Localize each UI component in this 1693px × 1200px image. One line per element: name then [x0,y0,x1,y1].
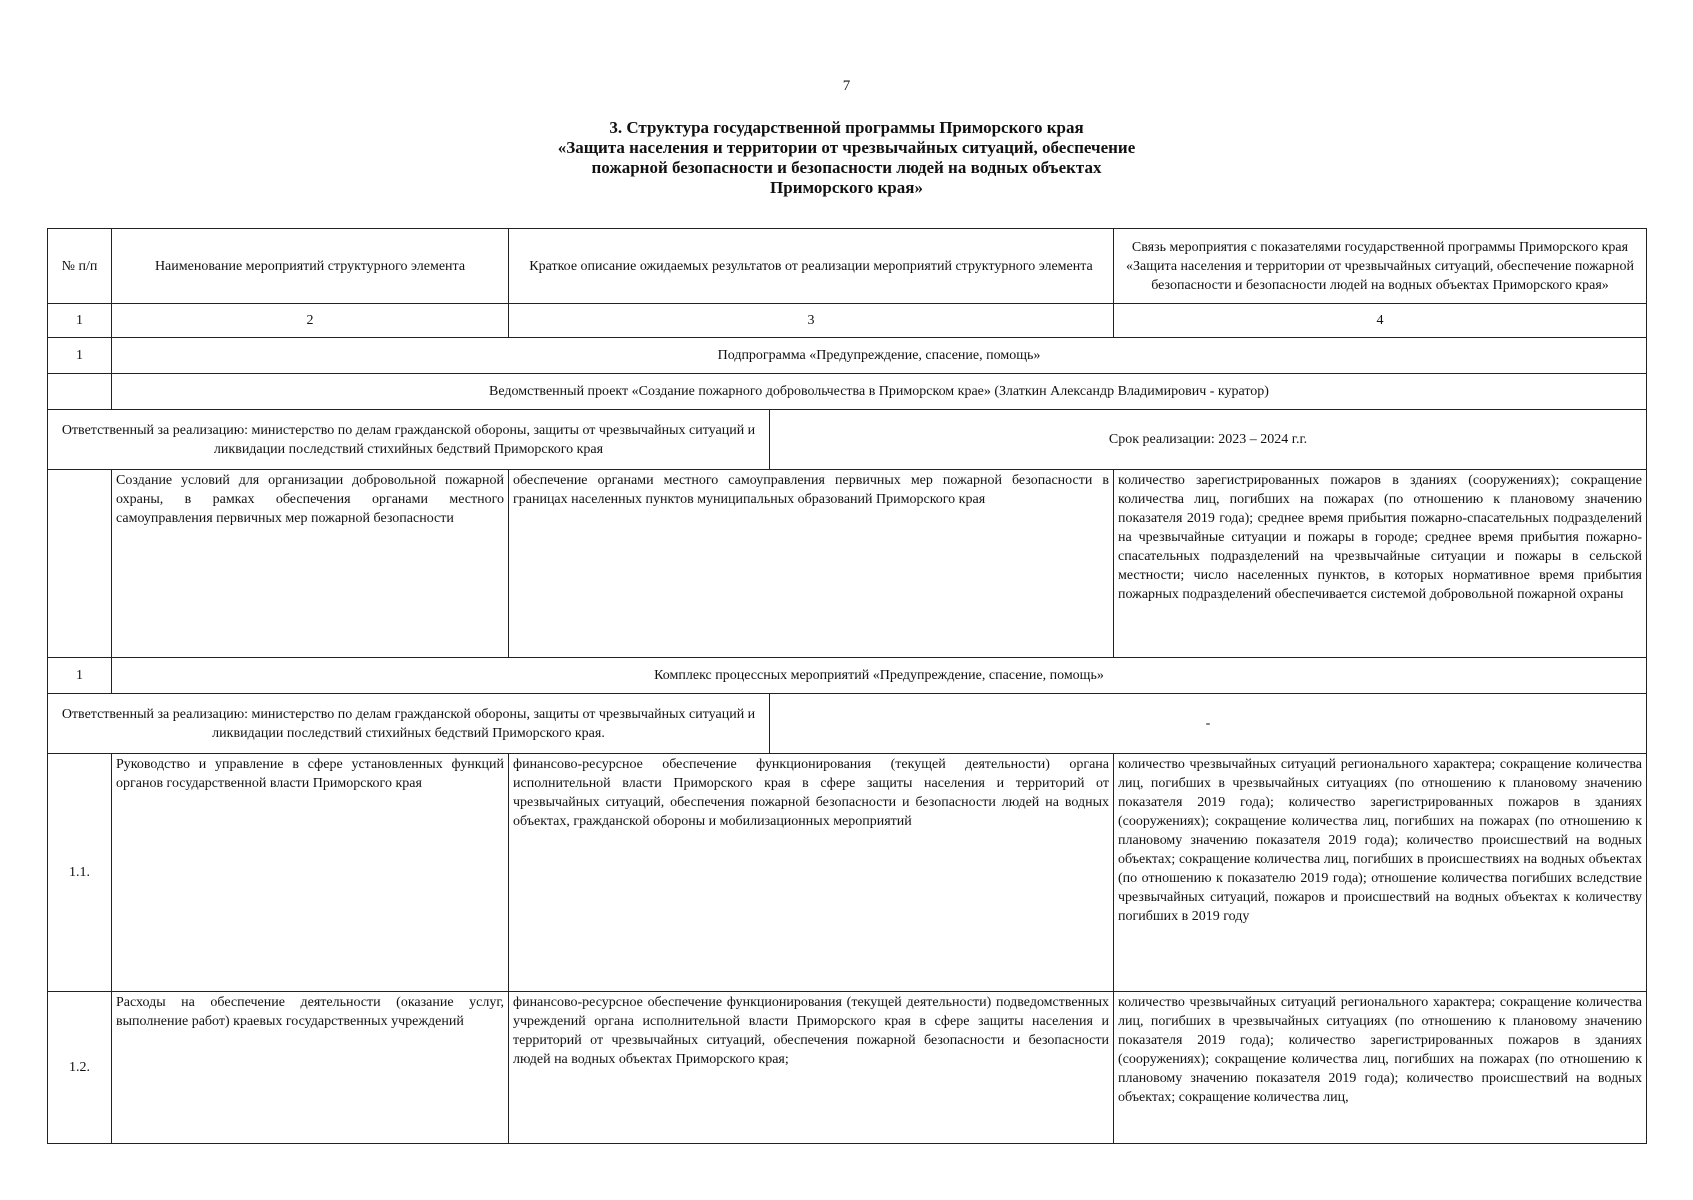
subprogram-number: 1 [48,338,112,374]
measure-indicators: количество зарегистрированных пожаров в зданиях (сооружениях); сокращение количества лиц, погибших на пожарах (по отношению к плановому значению показателя 2019 года); среднее время прибытия пожарно-спасательных подразделений на чрезвычайные ситуации и пожары в городе; среднее время прибытия пожарно-спасательных подразделений на чрезвычайные ситуации и пожары в сельской местности; число населенных пунктов, в которых нормативное время прибытия пожарных подразделений обеспечивается системой добровольной пожарной охраны [1114,470,1647,658]
program-structure-table [47,228,1647,1144]
table-header-row [48,229,1647,304]
project-row [48,374,1647,410]
table-row [48,754,1647,992]
complex-title: Комплекс процессных мероприятий «Предупреждение, спасение, помощь» [112,658,1647,694]
complex-number: 1 [48,658,112,694]
project-number-cell [48,374,112,410]
measure-result: финансово-ресурсное обеспечение функционирования (текущей деятельности) органа исполнительной власти Приморского края в сфере защиты населения и территорий от чрезвычайных ситуаций, обеспечения пожарной безопасности и безопасности людей на водных объектах, гражданской обороны и мобилизационных мероприятий [509,754,1114,992]
document-title [0,118,1693,198]
header-number: № п/п [48,229,112,304]
measure-name: Руководство и управление в сфере установленных функций органов государственной власти Приморского края [112,754,509,992]
complex-responsible-row [48,694,1647,754]
column-number: 2 [112,304,509,338]
complex-term: - [770,694,1647,754]
title-line: «Защита населения и территории от чрезвычайных ситуаций, обеспечение [557,138,1136,157]
project-term: Срок реализации: 2023 – 2024 г.г. [770,410,1647,470]
project-title: Ведомственный проект «Создание пожарного добровольчества в Приморском крае» (Златкин Александр Владимирович - куратор) [112,374,1647,410]
table-row [48,470,1647,658]
title-line: пожарной безопасности и безопасности людей на водных объектах [591,158,1102,177]
measure-result: финансово-ресурсное обеспечение функционирования (текущей деятельности) подведомственных учреждений органа исполнительной власти Приморского края в сфере защиты населения и территорий от чрезвычайных ситуаций, обеспечения пожарной безопасности и безопасности людей на водных объектах Приморского края; [509,992,1114,1144]
header-results: Краткое описание ожидаемых результатов от реализации мероприятий структурного элемента [509,229,1114,304]
table-row [48,992,1647,1144]
column-number: 4 [1114,304,1647,338]
complex-row [48,658,1647,694]
measure-indicators: количество чрезвычайных ситуаций регионального характера; сокращение количества лиц, погибших в чрезвычайных ситуациях (по отношению к плановому значению показателя 2019 года); количество зарегистрированных пожаров в зданиях (сооружениях); сокращение количества лиц, погибших на пожарах (по отношению к плановому значению показателя 2019 года); количество происшествий на водных объектах; сокращение количества лиц, [1114,992,1647,1144]
row-number: 1.1. [48,754,112,992]
column-number: 3 [509,304,1114,338]
measure-indicators: количество чрезвычайных ситуаций регионального характера; сокращение количества лиц, погибших в чрезвычайных ситуациях (по отношению к плановому значению показателя 2019 года); количество зарегистрированных пожаров в зданиях (сооружениях); сокращение количества лиц, погибших на пожарах (по отношению к плановому значению показателя 2019 года); количество происшествий на водных объектах; сокращение количества лиц, погибших в происшествиях на водных объектах (по отношению к показателю 2019 года); отношение количества погибших вследствие чрезвычайных ситуаций, пожаров и происшествий на водных объектах к количеству погибших в 2019 году [1114,754,1647,992]
column-numbers-row [48,304,1647,338]
column-number: 1 [48,304,112,338]
row-number: 1.2. [48,992,112,1144]
page-number: 7 [842,78,851,94]
measure-result: обеспечение органами местного самоуправления первичных мер пожарной безопасности в границах населенных пунктов муниципальных образований Приморского края [509,470,1114,658]
measure-name: Создание условий для организации добровольной пожарной охраны, в рамках обеспечения органами местного самоуправления первичных мер пожарной безопасности [112,470,509,658]
row-number [48,470,112,658]
header-link: Связь мероприятия с показателями государственной программы Приморского края «Защита населения и территории от чрезвычайных ситуаций, обеспечение пожарной безопасности и безопасности людей на водных объектах Приморского края» [1114,229,1647,304]
subprogram-row [48,338,1647,374]
measure-name: Расходы на обеспечение деятельности (оказание услуг, выполнение работ) краевых государственных учреждений [112,992,509,1144]
subprogram-title: Подпрограмма «Предупреждение, спасение, помощь» [112,338,1647,374]
complex-responsible: Ответственный за реализацию: министерство по делам гражданской обороны, защиты от чрезвычайных ситуаций и ликвидации последствий стихийных бедствий Приморского края. [48,694,770,754]
title-line: Приморского края» [770,178,923,197]
project-responsible-row [48,410,1647,470]
project-responsible: Ответственный за реализацию: министерство по делам гражданской обороны, защиты от чрезвычайных ситуаций и ликвидации последствий стихийных бедствий Приморского края [48,410,770,470]
header-name: Наименование мероприятий структурного элемента [112,229,509,304]
title-line: 3. Структура государственной программы Приморского края [609,118,1084,137]
